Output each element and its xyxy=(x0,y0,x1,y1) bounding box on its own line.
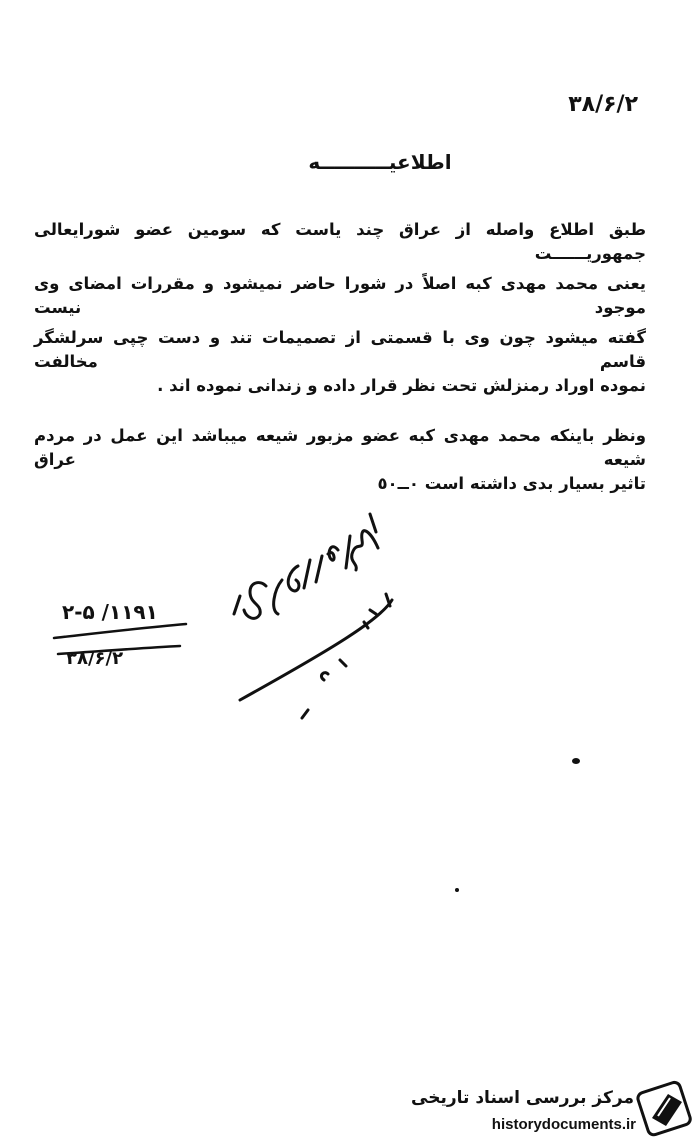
handwritten-signature xyxy=(220,510,420,720)
body-line-2: یعنی محمد مهدی کبه اصلاً در شورا حاضر نمیشود و مقررات امضای وی موجود نیست xyxy=(34,274,646,317)
ink-spot xyxy=(455,888,459,892)
document-title xyxy=(0,150,700,174)
archive-name: مرکز بررسی اسناد تاریخی xyxy=(411,1088,634,1108)
ink-spot xyxy=(572,758,580,764)
body-line-5: ونظر باینکه محمد مهدی کبه عضو مزبور شیعه میباشد این عمل در مردم شیعه عراق xyxy=(34,426,646,469)
title-text: اطلاعیــــــــــه xyxy=(308,150,452,174)
body-line-4: نموده اوراد رمنزلش تحت نظر قرار داده و زندانی نموده اند . xyxy=(157,376,646,395)
margin-note-reference: ۱۱۹۱/ ۲-۵ xyxy=(62,600,158,624)
document-date: ۳۸/۶/۲ xyxy=(568,92,638,117)
archive-url: historydocuments.ir xyxy=(491,1116,636,1133)
body-line-3: گفته میشود چون وی با قسمتی از تصمیمات تند و دست چپی سرلشگر قاسم مخالفت xyxy=(34,328,646,371)
margin-note-date: ۳۸/۶/۲ xyxy=(66,648,124,669)
body-line-1: طبق اطلاع واصله از عراق چند یاست که سومین عضو شورایعالی جمهوریــــــت xyxy=(34,220,646,263)
body-line-6: تاثیر بسیار بدی داشته است ٠ــ٥٠ xyxy=(377,474,646,493)
book-logo-icon xyxy=(638,1080,694,1136)
